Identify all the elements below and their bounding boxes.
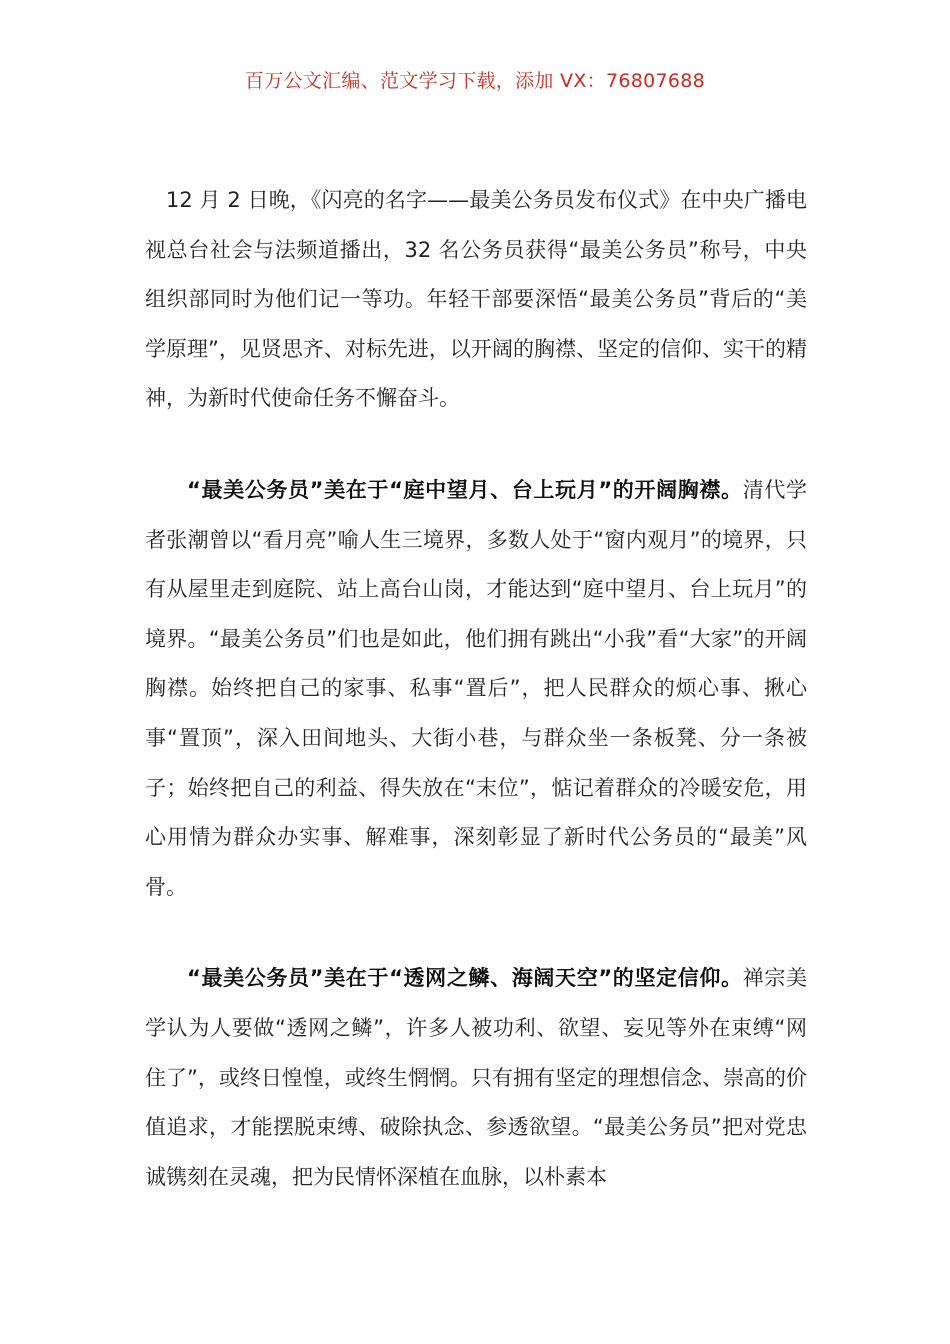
article-body <box>145 176 807 1202</box>
paragraph-intro <box>145 176 807 424</box>
watermark-banner: 百万公文汇编、范文学习下载，添加 VX：76807688 <box>244 70 706 92</box>
paragraph-broad-mind <box>145 466 807 912</box>
paragraph-firm-belief-text: 禅宗美学认为人要做“透网之鳞”，许多人被功利、欲望、妄见等外在束缚“网住了”，或终日惶惶，或终生惘惘。只有拥有坚定的理想信念、崇高的价值追求，才能摆脱束缚、破除执念、参透欲望。“最美公务员”把对党忠诚镌刻在灵魂，把为民情怀深植在血脉，以朴素本 <box>145 966 807 1189</box>
paragraph-broad-mind-text: 清代学者张潮曾以“看月亮”喻人生三境界，多数人处于“窗内观月”的境界，只有从屋里走到庭院、站上高台山岗，才能达到“庭中望月、台上玩月”的境界。“最美公务员”们也是如此，他们拥有跳出“小我”看“大家”的开阔胸襟。始终把自己的家事、私事“置后”，把人民群众的烦心事、揪心事“置顶”，深入田间地头、大街小巷，与群众坐一条板凳、分一条被子；始终把自己的利益、得失放在“末位”，惦记着群众的冷暖安危，用心用情为群众办实事、解难事，深刻彰显了新时代公务员的“最美”风骨。 <box>145 477 807 899</box>
paragraph-firm-belief-heading: “最美公务员”美在于“透网之鳞、海阔天空”的坚定信仰。 <box>187 966 743 991</box>
paragraph-intro-text: 12 月 2 日晚，《闪亮的名字——最美公务员发布仪式》在中央广播电视总台社会与法频道播出，32 名公务员获得“最美公务员”称号，中央组织部同时为他们记一等功。年轻干部要深悟“最美公务员”背后的“美学原理”，见贤思齐、对标先进，以开阔的胸襟、坚定的信仰、实干的精神，为新时代使命任务不懈奋斗。 <box>145 188 807 411</box>
paragraph-firm-belief <box>145 954 807 1202</box>
paragraph-broad-mind-heading: “最美公务员”美在于“庭中望月、台上玩月”的开阔胸襟。 <box>187 477 743 502</box>
